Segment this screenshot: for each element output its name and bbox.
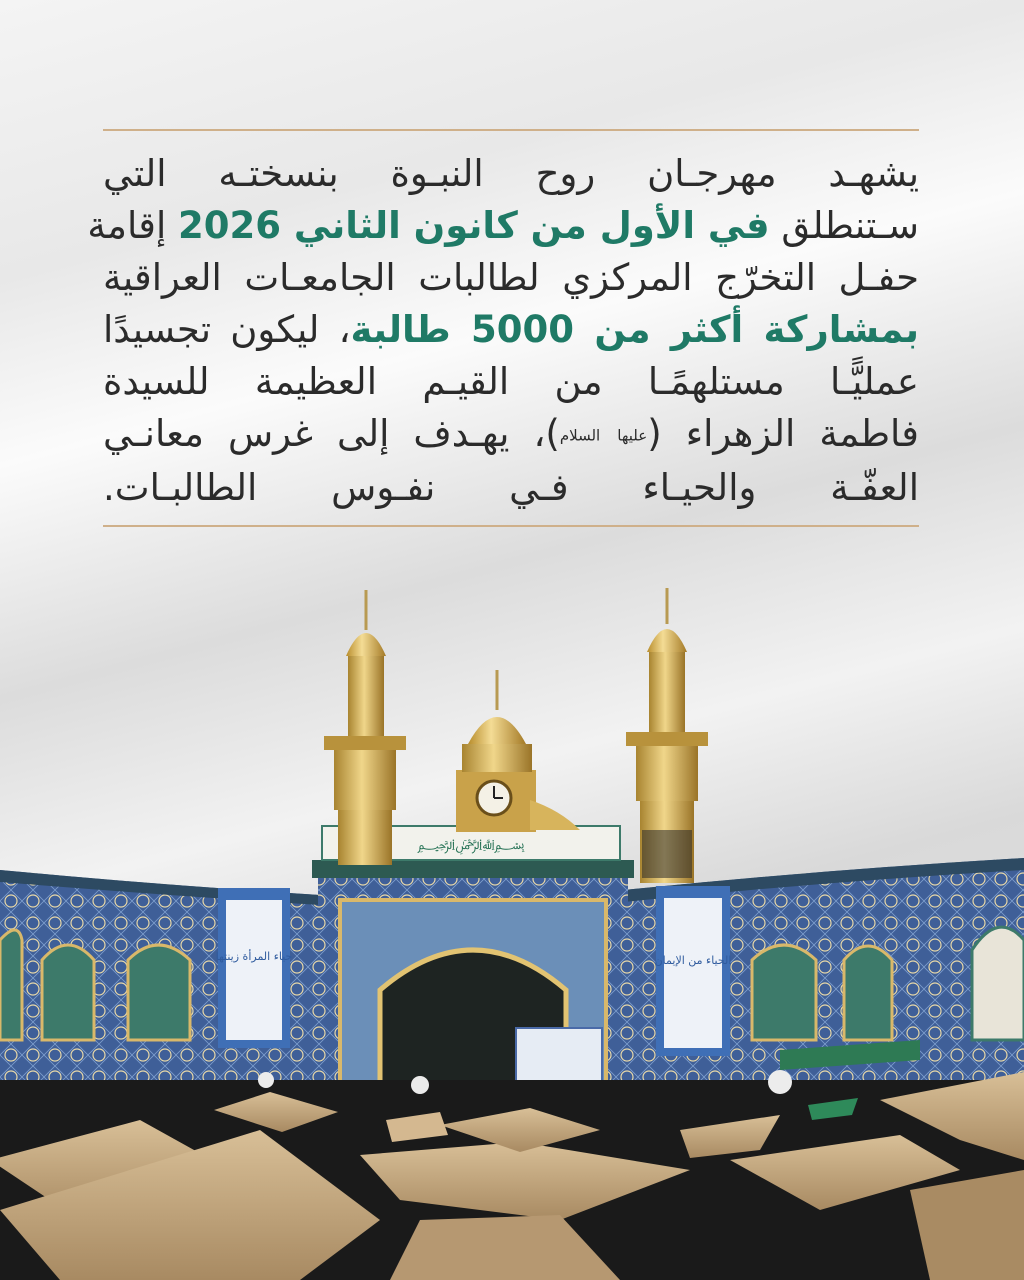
honorific-glyph: عليها السلام [559,426,648,445]
text-line-1: يشهـد مهرجـان روح النبـوة بنسختـه التي [103,152,919,195]
text-line-5: عمليًّـا مستلهمًـا من القيـم العظيمة للسيدة [103,360,919,403]
top-divider [103,129,919,131]
text-line-6 [103,408,919,462]
minaret-right [626,588,708,883]
text-segment: سـتنطلق [769,204,919,247]
text-segment: ، ليكون تجسيدًا [103,308,351,351]
graduates-crowd [0,1070,1024,1280]
text-line-2 [87,200,919,252]
highlight-participation: بمشاركة أكثر من 5000 طالبة [350,308,919,351]
text-segment: إقامة [87,204,179,247]
announcement-text [87,148,919,514]
banner-left [216,888,293,1048]
minaret-left [324,590,406,865]
text-line-3: حفـل التخرّج المركزي لطالبات الجامعـات العراقية [103,256,919,299]
bottom-divider [103,525,919,527]
svg-text:﷽: ﷽ [417,837,525,853]
text-segment: فاطمة الزهراء ( [647,412,919,455]
banner-left-text: حياء المرأة زينتها [215,950,293,963]
text-line-7: العفّـة والحيـاء فـي نفـوس الطالبـات. [103,465,919,509]
banner-right [655,886,732,1056]
banner-right-text: الحياء من الإيمان [654,954,732,967]
highlight-date: في الأول من كانون الثاني 2026 [178,204,770,247]
main-gate [312,826,634,1100]
shrine-photo [0,560,1024,1280]
clock-tower [456,670,580,832]
text-line-4 [103,304,919,356]
text-segment: )، يهـدف إلى غرس معانـي [103,412,560,455]
